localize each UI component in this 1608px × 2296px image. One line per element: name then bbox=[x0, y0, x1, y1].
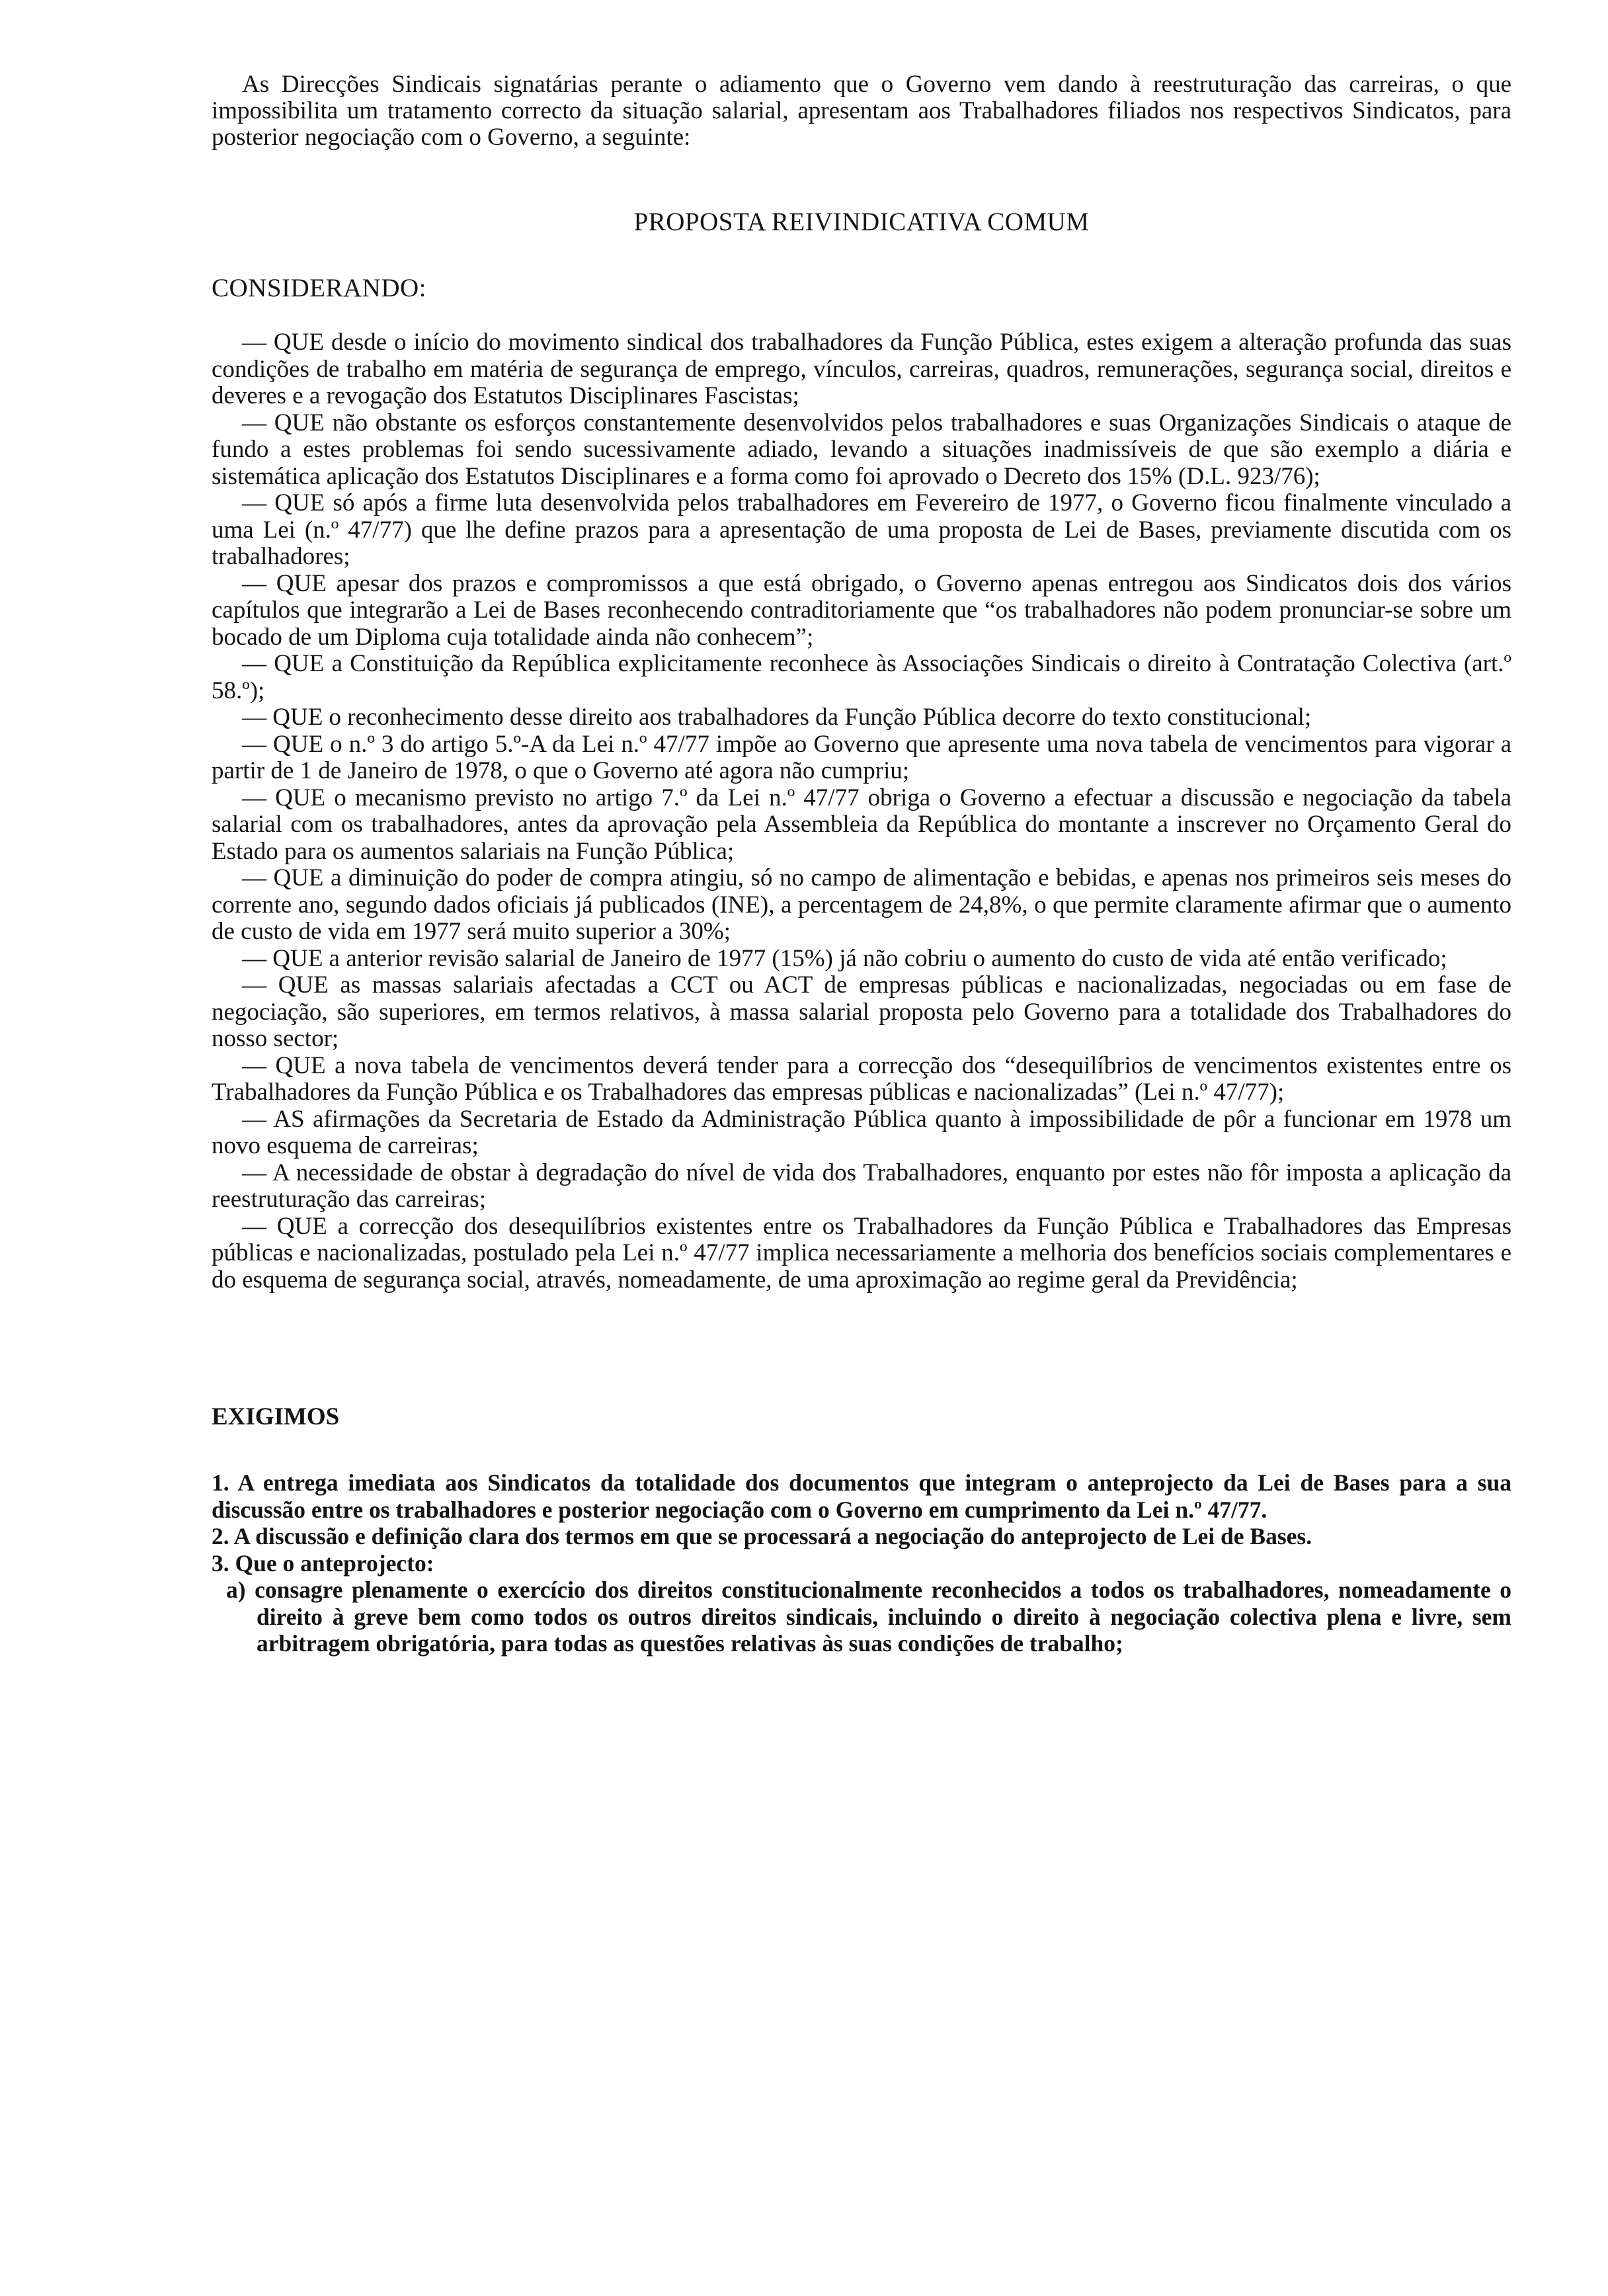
demand-subitem: a) consagre plenamente o exercício dos direitos constitucionalmente reconhecidos a todos os trabalhadores, nomeadamente o direito à greve bem como todos os outros direitos sindicais, incluindo o direito à negociação colectiva plena e livre, sem arbitragem obrigatória, para todas as questões relativas às suas condições de trabalho; bbox=[226, 1577, 1511, 1657]
clause: — QUE o mecanismo previsto no artigo 7.º da Lei n.º 47/77 obriga o Governo a efectuar a discussão e negociação da tabela salarial com os trabalhadores, antes da aprovação pela Assembleia da República do montante a inscrever no Orçamento Geral do Estado para os aumentos salariais na Função Pública; bbox=[212, 784, 1511, 865]
considering-clauses bbox=[212, 329, 1511, 1293]
demand-item: 2. A discussão e definição clara dos termos em que se processará a negociação do anteprojecto de Lei de Bases. bbox=[212, 1523, 1312, 1549]
clause: — QUE a diminuição do poder de compra atingiu, só no campo de alimentação e bebidas, e apenas nos primeiros seis meses do corrente ano, segundo dados oficiais já publicados (INE), a percentagem de 24,8%, o que permite claramente afirmar que o aumento de custo de vida em 1977 será muito superior a 30%; bbox=[212, 864, 1511, 945]
demand-item: 1. A entrega imediata aos Sindicatos da totalidade dos documentos que integram o anteprojecto da Lei de Bases para a sua discussão entre os trabalhadores e posterior negociação com o Governo em cumprimento da Lei n.º 47/77. bbox=[212, 1469, 1511, 1523]
clause: — QUE a anterior revisão salarial de Janeiro de 1977 (15%) já não cobriu o aumento do custo de vida até então verificado; bbox=[242, 944, 1447, 972]
document-page bbox=[212, 71, 1511, 1657]
clause: — QUE a correcção dos desequilíbrios existentes entre os Trabalhadores da Função Pública e Trabalhadores das Empresas públicas e nacionalizadas, postulado pela Lei n.º 47/77 implica necessariamente a melhoria dos benefícios sociais complementares e do esquema de segurança social, através, nomeadamente, de uma aproximação ao regime geral da Previdência; bbox=[212, 1212, 1511, 1293]
proposal-title: PROPOSTA REIVINDICATIVA COMUM bbox=[633, 208, 1090, 236]
clause: — QUE as massas salariais afectadas a CCT ou ACT de empresas públicas e nacionalizadas, negociadas ou em fase de negociação, são superiores, em termos relativos, à massa salarial proposta pelo Governo para a totalidade dos Trabalhadores do nosso sector; bbox=[212, 971, 1511, 1052]
clause: — A necessidade de obstar à degradação do nível de vida dos Trabalhadores, enquanto por estes não fôr imposta a aplicação da reestruturação das carreiras; bbox=[212, 1159, 1511, 1213]
clause: — QUE a Constituição da República explicitamente reconhece às Associações Sindicais o direito à Contratação Colectiva (art.º 58.º); bbox=[212, 650, 1511, 704]
clause: — QUE só após a firme luta desenvolvida pelos trabalhadores em Fevereiro de 1977, o Governo ficou finalmente vinculado a uma Lei (n.º 47/77) que lhe define prazos para a apresentação de uma proposta de Lei de Bases, previamente discutida com os trabalhadores; bbox=[212, 489, 1511, 570]
clause: — QUE o n.º 3 do artigo 5.º-A da Lei n.º 47/77 impõe ao Governo que apresente uma nova tabela de vencimentos para vigorar a partir de 1 de Janeiro de 1978, o que o Governo até agora não cumpriu; bbox=[212, 730, 1511, 784]
clause: — QUE a nova tabela de vencimentos deverá tender para a correcção dos “desequilíbrios de vencimentos existentes entre os Trabalhadores da Função Pública e os Trabalhadores das empresas públicas e nacionalizadas” (Lei n.º 47/77); bbox=[212, 1051, 1511, 1106]
demand-item: 3. Que o anteprojecto: bbox=[212, 1549, 434, 1577]
intro-paragraph: As Direcções Sindicais signatárias perante o adiamento que o Governo vem dando à reestruturação das carreiras, o que impossibilita um tratamento correcto da situação salarial, apresentam aos Trabalhadores filiados nos respectivos Sindicatos, para posterior negociação com o Governo, a seguinte: bbox=[212, 71, 1511, 151]
considering-heading: CONSIDERANDO: bbox=[212, 274, 427, 302]
clause: — QUE desde o início do movimento sindical dos trabalhadores da Função Pública, estes exigem a alteração profunda das suas condições de trabalho em matéria de segurança de emprego, vínculos, carreiras, quadros, remunerações, segurança social, direitos e deveres e a revogação dos Estatutos Disciplinares Fascistas; bbox=[212, 329, 1511, 409]
clause: — QUE apesar dos prazos e compromissos a que está obrigado, o Governo apenas entregou aos Sindicatos dois dos vários capítulos que integrarão a Lei de Bases reconhecendo contraditoriamente que “os trabalhadores não podem pronunciar-se sobre um bocado de um Diploma cuja totalidade ainda não conhecem”; bbox=[212, 569, 1511, 651]
clause: — AS afirmações da Secretaria de Estado da Administração Pública quanto à impossibilidade de pôr a funcionar em 1978 um novo esquema de carreiras; bbox=[212, 1105, 1511, 1159]
demands-heading: EXIGIMOS bbox=[212, 1403, 340, 1430]
clause: — QUE não obstante os esforços constantemente desenvolvidos pelos trabalhadores e suas Organizações Sindicais o ataque de fundo a estes problemas foi sendo sucessivamente adiado, levando a situações inadmissíveis de que são exemplo a diária e sistemática aplicação dos Estatutos Disciplinares e a forma como foi aprovado o Decreto dos 15% (D.L. 923/76); bbox=[212, 409, 1511, 490]
demands-list bbox=[212, 1469, 1511, 1657]
clause: — QUE o reconhecimento desse direito aos trabalhadores da Função Pública decorre do texto constitucional; bbox=[242, 704, 1312, 731]
